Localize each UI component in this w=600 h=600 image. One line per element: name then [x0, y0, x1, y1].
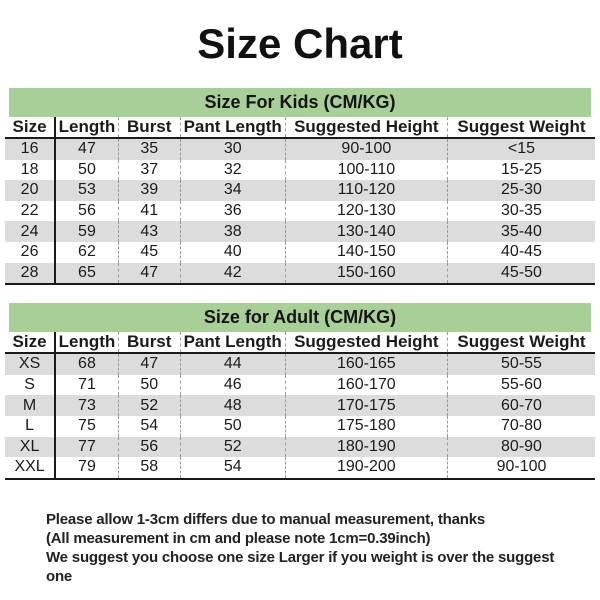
header-row: [5, 117, 595, 138]
kids-section-title: Size For Kids (CM/KG): [204, 92, 396, 112]
measurement-notes: [46, 510, 580, 586]
cell-suggested-height: 110-120: [285, 180, 447, 201]
column-header-burst: Burst: [118, 117, 180, 138]
table-row: [5, 201, 595, 222]
cell-suggest-weight: 30-35: [501, 202, 542, 220]
cell-suggested-height: 170-175: [285, 395, 447, 416]
cell-suggested-height: 180-190: [285, 437, 447, 458]
cell-length: 59: [55, 221, 118, 242]
cell-size: XS: [5, 353, 55, 375]
cell-size: 26: [5, 242, 55, 263]
cell-length: 53: [55, 180, 118, 201]
cell-length: 47: [55, 138, 118, 160]
adult-size-table: [5, 332, 595, 480]
cell-length: 62: [55, 242, 118, 263]
cell-pant-length: 32: [180, 160, 285, 181]
table-row: [5, 242, 595, 263]
table-row: [5, 353, 595, 375]
cell-size: XXL: [5, 457, 55, 479]
column-header-length: Length: [55, 117, 118, 138]
kids-table-body: [5, 138, 595, 284]
cell-burst: 37: [118, 160, 180, 181]
cell-suggested-height: 175-180: [285, 416, 447, 437]
cell-suggest-weight: 45-50: [447, 263, 595, 285]
column-header-pant-length: Pant Length: [180, 332, 285, 353]
cell-pant-length: 42: [180, 263, 285, 285]
cell-suggest-weight: 35-40: [447, 221, 595, 242]
cell-suggest-weight: 55-60: [501, 376, 542, 394]
column-header-size: Size: [5, 117, 55, 138]
cell-burst: 41: [118, 201, 180, 222]
table-row: [5, 375, 595, 396]
cell-burst: 50: [118, 375, 180, 396]
kids-section-banner: [9, 88, 591, 117]
page-title: Size Chart: [197, 20, 403, 67]
cell-suggest-weight: 50-55: [447, 353, 595, 375]
cell-pant-length: 54: [180, 457, 285, 479]
cell-burst: 47: [118, 263, 180, 285]
cell-burst: 45: [118, 242, 180, 263]
cell-burst: 39: [118, 180, 180, 201]
cell-size: M: [5, 395, 55, 416]
cell-size: L: [5, 416, 55, 437]
cell-size: 20: [5, 180, 55, 201]
cell-suggest-weight: 40-45: [501, 243, 542, 261]
adult-section-title: Size for Adult (CM/KG): [203, 307, 397, 328]
cell-pant-length: 34: [180, 180, 285, 201]
cell-pant-length: 50: [180, 416, 285, 437]
cell-suggest-weight: 25-30: [447, 180, 595, 201]
column-header-size: Size: [5, 332, 55, 353]
cell-length: 71: [55, 375, 118, 396]
cell-suggest-weight: <15: [447, 138, 595, 160]
cell-burst: 43: [118, 221, 180, 242]
cell-pant-length: 46: [180, 375, 285, 396]
table-row: [5, 263, 595, 285]
cell-burst: 54: [118, 416, 180, 437]
adult-section-banner: [9, 303, 591, 332]
table-row: [5, 160, 595, 181]
cell-suggest-weight: 60-70: [447, 395, 595, 416]
cell-suggest-weight: 15-25: [501, 160, 542, 178]
cell-length: 73: [55, 395, 118, 416]
table-row: [5, 221, 595, 242]
column-header-suggest-weight: Suggest Weight: [447, 332, 595, 353]
adult-table-header: [5, 332, 595, 353]
column-header-pant-length: Pant Length: [180, 117, 285, 138]
cell-pant-length: 40: [180, 242, 285, 263]
cell-suggested-height: 100-110: [285, 160, 447, 181]
cell-pant-length: 30: [180, 138, 285, 160]
cell-suggest-weight: 90-100: [496, 458, 547, 476]
table-row: [5, 457, 595, 479]
cell-length: 68: [55, 353, 118, 375]
cell-burst: 58: [118, 457, 180, 479]
cell-length: 75: [55, 416, 118, 437]
cell-pant-length: 36: [180, 201, 285, 222]
column-header-burst: Burst: [118, 332, 180, 353]
cell-suggested-height: 120-130: [285, 201, 447, 222]
cell-suggest-weight: 70-80: [501, 417, 542, 435]
cell-size: 16: [5, 138, 55, 160]
cell-suggested-height: 90-100: [285, 138, 447, 160]
note-line: We suggest you choose one size Larger if you weight is over the suggest one: [46, 548, 555, 585]
cell-burst: 52: [118, 395, 180, 416]
cell-length: 65: [55, 263, 118, 285]
column-header-suggested-height: Suggested Height: [285, 332, 447, 353]
cell-pant-length: 52: [180, 437, 285, 458]
table-row: [5, 437, 595, 458]
cell-burst: 35: [118, 138, 180, 160]
cell-length: 77: [55, 437, 118, 458]
cell-length: 56: [55, 201, 118, 222]
cell-size: 22: [5, 201, 55, 222]
column-header-suggest-weight: Suggest Weight: [447, 117, 595, 138]
cell-size: 18: [5, 160, 55, 181]
note-line: Please allow 1-3cm differs due to manual measurement, thanks: [46, 510, 485, 528]
cell-suggested-height: 130-140: [285, 221, 447, 242]
cell-size: S: [5, 375, 55, 396]
table-row: [5, 395, 595, 416]
table-row: [5, 180, 595, 201]
cell-size: 24: [5, 221, 55, 242]
adult-table-body: [5, 353, 595, 479]
cell-size: 28: [5, 263, 55, 285]
cell-suggested-height: 150-160: [285, 263, 447, 285]
kids-size-table: [5, 117, 595, 285]
table-row: [5, 138, 595, 160]
cell-suggested-height: 190-200: [285, 457, 447, 479]
cell-burst: 47: [118, 353, 180, 375]
cell-suggested-height: 160-170: [285, 375, 447, 396]
cell-suggest-weight: 80-90: [447, 437, 595, 458]
table-row: [5, 416, 595, 437]
cell-pant-length: 44: [180, 353, 285, 375]
cell-suggested-height: 140-150: [285, 242, 447, 263]
note-line: (All measurement in cm and please note 1cm=0.39inch): [46, 529, 431, 547]
cell-suggested-height: 160-165: [285, 353, 447, 375]
column-header-length: Length: [55, 332, 118, 353]
column-header-suggested-height: Suggested Height: [285, 117, 447, 138]
kids-table-header: [5, 117, 595, 138]
cell-size: XL: [5, 437, 55, 458]
cell-burst: 56: [118, 437, 180, 458]
cell-length: 79: [55, 457, 118, 479]
cell-pant-length: 38: [180, 221, 285, 242]
cell-length: 50: [55, 160, 118, 181]
header-row: [5, 332, 595, 353]
cell-pant-length: 48: [180, 395, 285, 416]
